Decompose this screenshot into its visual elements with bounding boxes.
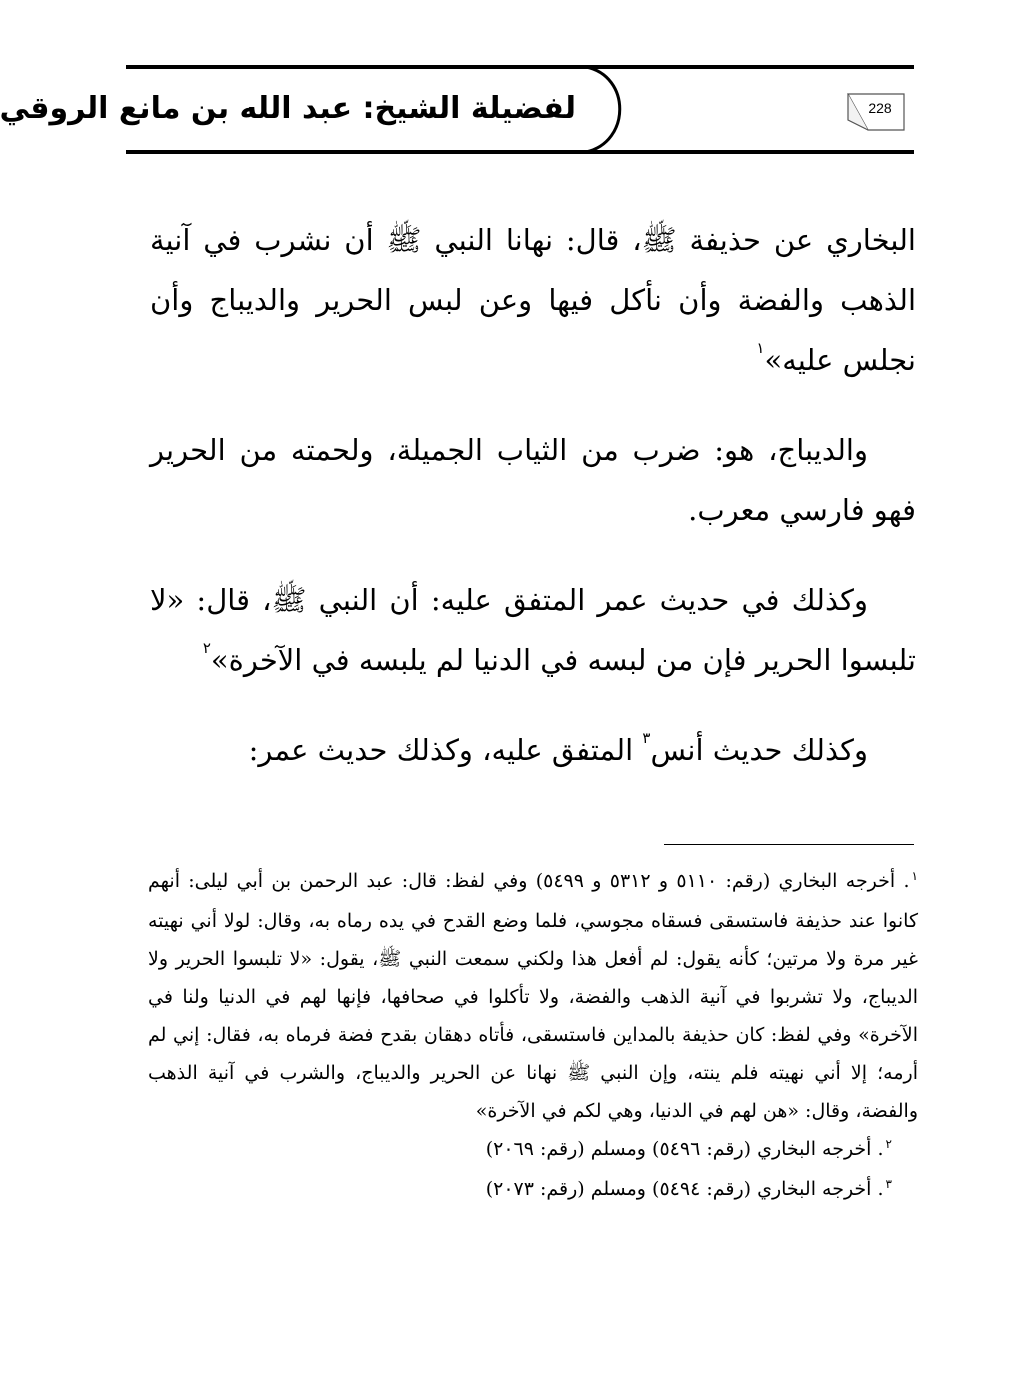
page-number: 228 — [868, 100, 892, 116]
header-title: لفضيلة الشيخ: عبد الله بن مانع الروقي — [0, 91, 576, 126]
footnote-ref-3: ٣ — [642, 729, 651, 748]
footnote-3 — [148, 1170, 918, 1210]
footnote-2-mark: ٢ — [885, 1137, 892, 1151]
paragraph-3 — [150, 570, 916, 690]
footnote-2 — [148, 1130, 918, 1170]
footnote-1-text: . أخرجه البخاري (رقم: ٥١١٠ و ٥٣١٢ و ٥٤٩٩) وفي لفظ: قال: عبد الرحمن بن أبي ليلى: أنهم كانوا عند حذيفة فاستسقى فسقاه مجوسي، فلما وضع القدح في يده رماه به، وقال: لولا أني نهيته غير مرة ولا مرتين؛ كأنه يقول: لم أفعل هذا ولكني سمعت النبي ﷺ، يقول: «لا تلبسوا الحرير ولا الديباج، ولا تشربوا في آنية الذهب والفضة، ولا تأكلوا في صحافها، فإنها لهم في الدنيا ولنا في الآخرة» وفي لفظ: كان حذيفة بالمداين فاستسقى، فأتاه دهقان بقدح فضة فرماه به، فقال: إني لم أرمه؛ إلا أني نهيته فلم ينته، وإن النبي ﷺ نهانا عن الحرير والديباج، والشرب في آنية الذهب والفضة، وقال: «هن لهم في الدنيا، وهي لكم في الآخرة» — [148, 870, 919, 1122]
paragraph-4 — [150, 720, 916, 780]
paragraph-4-after: المتفق عليه، وكذلك حديث عمر: — [248, 733, 643, 767]
footnotes — [148, 862, 918, 1210]
footnote-ref-2: ٢ — [202, 639, 211, 658]
footnote-ref-1: ١ — [756, 339, 765, 358]
footnote-2-text: . أخرجه البخاري (رقم: ٥٤٩٦) ومسلم (رقم: ٢٠٦٩) — [485, 1138, 884, 1160]
main-text — [150, 210, 916, 810]
footnote-3-text: . أخرجه البخاري (رقم: ٥٤٩٤) ومسلم (رقم: ٢٠٧٣) — [485, 1178, 884, 1200]
paragraph-3-text: وكذلك في حديث عمر المتفق عليه: أن النبي ﷺ، قال: «لا تلبسوا الحرير فإن من لبسه في الدنيا لم يلبسه في الآخرة» — [150, 583, 916, 677]
page-header — [0, 64, 1018, 160]
footnote-1-mark: ١ — [911, 869, 918, 883]
paragraph-4-before: وكذلك حديث أنس — [650, 733, 868, 767]
footnote-divider — [664, 844, 914, 845]
paragraph-1 — [150, 210, 916, 390]
footnote-1 — [148, 862, 918, 1130]
paragraph-2: والديباج، هو: ضرب من الثياب الجميلة، ولحمته من الحرير فهو فارسي معرب. — [150, 433, 916, 527]
footnote-3-mark: ٣ — [885, 1177, 892, 1191]
paragraph-1-text: البخاري عن حذيفة ﷺ، قال: نهانا النبي ﷺ أن نشرب في آنية الذهب والفضة وأن نأكل فيها وعن لبس الحرير والديباج وأن نجلس عليه» — [150, 223, 916, 377]
